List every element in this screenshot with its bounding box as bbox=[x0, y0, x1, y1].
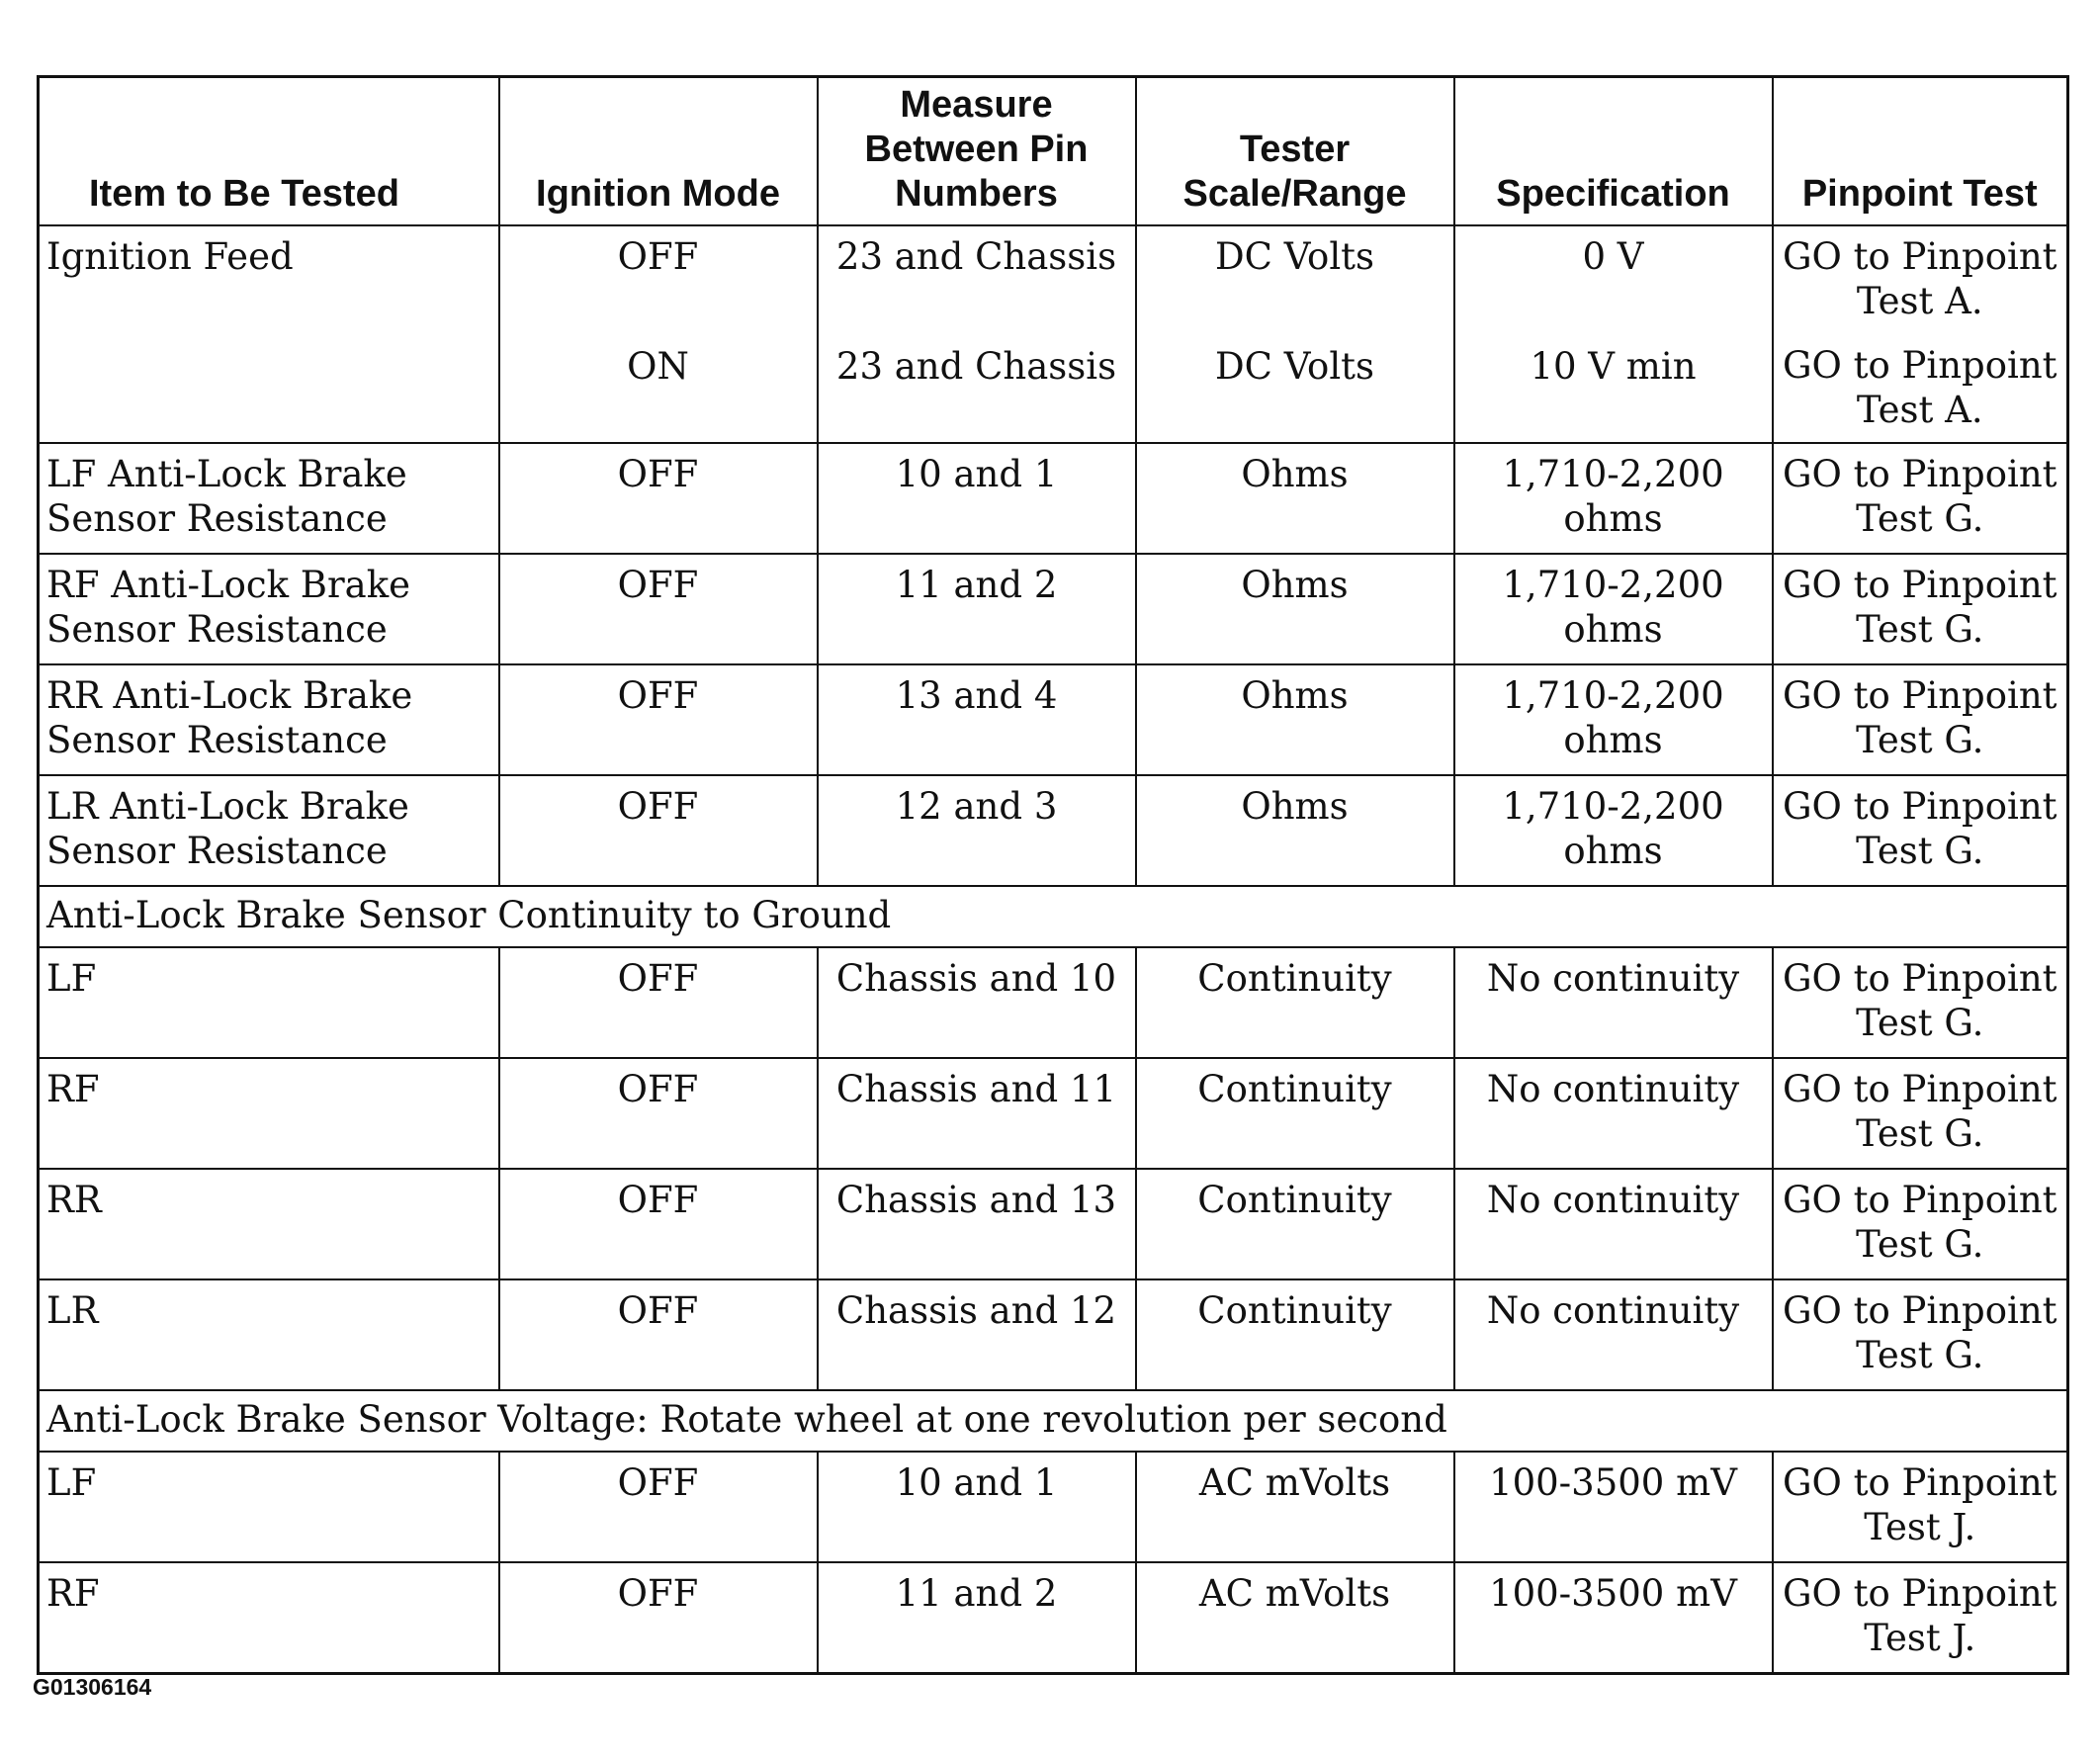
item-line-2: Sensor Resistance bbox=[46, 608, 388, 651]
cell-pinpoint bbox=[1773, 554, 2068, 664]
table-row bbox=[39, 1452, 2068, 1562]
pinpoint-line-1: GO to Pinpoint bbox=[1782, 1461, 2057, 1504]
cell-pins: 12 and 3 bbox=[818, 775, 1136, 886]
spec-off: 0 V bbox=[1582, 235, 1644, 278]
cell-pinpoint bbox=[1773, 664, 2068, 775]
table-row bbox=[39, 1169, 2068, 1279]
cell-ignition: OFF bbox=[499, 554, 818, 664]
cell-pinpoint bbox=[1773, 947, 2068, 1058]
cell-ignition: OFF bbox=[499, 1452, 818, 1562]
pinpoint-line-2: Test G. bbox=[1856, 608, 1984, 651]
cell-pins bbox=[818, 225, 1136, 443]
cell-item bbox=[39, 664, 499, 775]
table-row-ignition-feed bbox=[39, 225, 2068, 443]
cell-item: Ignition Feed bbox=[39, 225, 499, 443]
pinpoint-line-2: Test G. bbox=[1856, 1334, 1984, 1376]
diagnostic-test-table bbox=[37, 75, 2069, 1675]
table-row bbox=[39, 947, 2068, 1058]
spec-line-1: 1,710-2,200 bbox=[1502, 453, 1724, 495]
cell-ignition: OFF bbox=[499, 1169, 818, 1279]
pinpoint-on-line-2: Test A. bbox=[1856, 389, 1983, 431]
scale-off: DC Volts bbox=[1214, 235, 1375, 278]
cell-spec bbox=[1454, 664, 1773, 775]
header-tester-line-2: Scale/Range bbox=[1182, 173, 1407, 215]
cell-pins: Chassis and 12 bbox=[818, 1279, 1136, 1390]
section-row-voltage bbox=[39, 1390, 2068, 1452]
cell-pinpoint bbox=[1773, 1279, 2068, 1390]
pinpoint-line-1: GO to Pinpoint bbox=[1782, 453, 2057, 495]
cell-pins: Chassis and 11 bbox=[818, 1058, 1136, 1169]
pinpoint-line-2: Test J. bbox=[1864, 1617, 1976, 1659]
section-title-continuity: Anti-Lock Brake Sensor Continuity to Ground bbox=[39, 886, 2068, 947]
cell-scale: Continuity bbox=[1136, 1058, 1454, 1169]
spec-on: 10 V min bbox=[1530, 345, 1697, 388]
pinpoint-line-1: GO to Pinpoint bbox=[1782, 1289, 2057, 1332]
section-row-continuity bbox=[39, 886, 2068, 947]
table-row bbox=[39, 664, 2068, 775]
ignition-off: OFF bbox=[617, 235, 699, 278]
pinpoint-line-1: GO to Pinpoint bbox=[1782, 785, 2057, 828]
pinpoint-line-1: GO to Pinpoint bbox=[1782, 1179, 2057, 1221]
cell-pins: 10 and 1 bbox=[818, 1452, 1136, 1562]
item-line-2: Sensor Resistance bbox=[46, 497, 388, 540]
spec-line-2: ohms bbox=[1563, 608, 1663, 651]
pinpoint-line-1: GO to Pinpoint bbox=[1782, 1068, 2057, 1110]
cell-pinpoint bbox=[1773, 1452, 2068, 1562]
cell-scale bbox=[1136, 225, 1454, 443]
header-measure-line-1: Measure bbox=[900, 84, 1053, 126]
header-measure-line-3: Numbers bbox=[895, 173, 1058, 215]
table-row bbox=[39, 1562, 2068, 1674]
cell-pins: 13 and 4 bbox=[818, 664, 1136, 775]
cell-ignition: OFF bbox=[499, 775, 818, 886]
cell-scale: Ohms bbox=[1136, 443, 1454, 554]
cell-spec: No continuity bbox=[1454, 947, 1773, 1058]
pinpoint-line-2: Test G. bbox=[1856, 1223, 1984, 1266]
cell-pinpoint bbox=[1773, 1058, 2068, 1169]
item-line-1: RR Anti-Lock Brake bbox=[46, 674, 413, 717]
header-measure-line-2: Between Pin bbox=[864, 129, 1089, 170]
cell-pins: 11 and 2 bbox=[818, 1562, 1136, 1674]
cell-scale: Continuity bbox=[1136, 947, 1454, 1058]
section-title-voltage: Anti-Lock Brake Sensor Voltage: Rotate wheel at one revolution per second bbox=[39, 1390, 2068, 1452]
pinpoint-line-1: GO to Pinpoint bbox=[1782, 957, 2057, 1000]
scale-on: DC Volts bbox=[1214, 345, 1375, 388]
cell-spec: No continuity bbox=[1454, 1279, 1773, 1390]
cell-scale: Ohms bbox=[1136, 664, 1454, 775]
table-row bbox=[39, 554, 2068, 664]
cell-item: RR bbox=[39, 1169, 499, 1279]
cell-pins: Chassis and 13 bbox=[818, 1169, 1136, 1279]
pinpoint-line-2: Test G. bbox=[1856, 1002, 1984, 1044]
cell-item bbox=[39, 554, 499, 664]
cell-spec: No continuity bbox=[1454, 1058, 1773, 1169]
cell-spec bbox=[1454, 554, 1773, 664]
pinpoint-line-2: Test G. bbox=[1856, 830, 1984, 872]
cell-scale: Ohms bbox=[1136, 554, 1454, 664]
pinpoint-off-line-1: GO to Pinpoint bbox=[1782, 235, 2057, 278]
cell-spec: 100-3500 mV bbox=[1454, 1562, 1773, 1674]
cell-spec bbox=[1454, 775, 1773, 886]
header-measure-between-pins bbox=[818, 77, 1136, 226]
header-specification: Specification bbox=[1454, 77, 1773, 226]
ignition-on: ON bbox=[627, 345, 689, 388]
pinpoint-on-line-1: GO to Pinpoint bbox=[1782, 344, 2057, 387]
header-tester-line-1: Tester bbox=[1239, 129, 1351, 170]
cell-ignition bbox=[499, 225, 818, 443]
cell-pinpoint bbox=[1773, 1169, 2068, 1279]
cell-spec: No continuity bbox=[1454, 1169, 1773, 1279]
item-line-2: Sensor Resistance bbox=[46, 830, 388, 872]
cell-scale: Continuity bbox=[1136, 1169, 1454, 1279]
table-header-row bbox=[39, 77, 2068, 226]
cell-pinpoint bbox=[1773, 443, 2068, 554]
pinpoint-line-2: Test G. bbox=[1856, 719, 1984, 761]
spec-line-2: ohms bbox=[1563, 719, 1663, 761]
cell-ignition: OFF bbox=[499, 664, 818, 775]
spec-line-1: 1,710-2,200 bbox=[1502, 674, 1724, 717]
cell-scale: Continuity bbox=[1136, 1279, 1454, 1390]
pins-on: 23 and Chassis bbox=[835, 345, 1117, 388]
cell-ignition: OFF bbox=[499, 443, 818, 554]
item-line-1: LR Anti-Lock Brake bbox=[46, 785, 409, 828]
pinpoint-line-2: Test J. bbox=[1864, 1506, 1976, 1548]
header-pinpoint-test: Pinpoint Test bbox=[1773, 77, 2068, 226]
header-ignition-mode: Ignition Mode bbox=[499, 77, 818, 226]
cell-item bbox=[39, 443, 499, 554]
cell-pinpoint bbox=[1773, 225, 2068, 443]
cell-item bbox=[39, 775, 499, 886]
header-item-to-be-tested: Item to Be Tested bbox=[39, 77, 499, 226]
table-row bbox=[39, 1058, 2068, 1169]
pinpoint-line-1: GO to Pinpoint bbox=[1782, 674, 2057, 717]
cell-ignition: OFF bbox=[499, 947, 818, 1058]
cell-pins: Chassis and 10 bbox=[818, 947, 1136, 1058]
header-tester-scale-range bbox=[1136, 77, 1454, 226]
table-row bbox=[39, 775, 2068, 886]
cell-pins: 10 and 1 bbox=[818, 443, 1136, 554]
cell-scale: Ohms bbox=[1136, 775, 1454, 886]
figure-id-label: G01306164 bbox=[33, 1674, 152, 1700]
cell-spec bbox=[1454, 225, 1773, 443]
cell-ignition: OFF bbox=[499, 1279, 818, 1390]
pins-off: 23 and Chassis bbox=[835, 235, 1117, 278]
table-row bbox=[39, 1279, 2068, 1390]
cell-item: RF bbox=[39, 1058, 499, 1169]
cell-ignition: OFF bbox=[499, 1562, 818, 1674]
cell-item: LF bbox=[39, 1452, 499, 1562]
item-line-1: RF Anti-Lock Brake bbox=[46, 564, 411, 606]
table-row bbox=[39, 443, 2068, 554]
spec-line-1: 1,710-2,200 bbox=[1502, 564, 1724, 606]
cell-ignition: OFF bbox=[499, 1058, 818, 1169]
spec-line-2: ohms bbox=[1563, 830, 1663, 872]
cell-spec: 100-3500 mV bbox=[1454, 1452, 1773, 1562]
cell-scale: AC mVolts bbox=[1136, 1562, 1454, 1674]
cell-pinpoint bbox=[1773, 775, 2068, 886]
pinpoint-line-1: GO to Pinpoint bbox=[1782, 564, 2057, 606]
pinpoint-off-line-2: Test A. bbox=[1856, 280, 1983, 322]
cell-pinpoint bbox=[1773, 1562, 2068, 1674]
spec-line-1: 1,710-2,200 bbox=[1502, 785, 1724, 828]
cell-scale: AC mVolts bbox=[1136, 1452, 1454, 1562]
item-line-1: LF Anti-Lock Brake bbox=[46, 453, 407, 495]
cell-pins: 11 and 2 bbox=[818, 554, 1136, 664]
cell-spec bbox=[1454, 443, 1773, 554]
pinpoint-line-2: Test G. bbox=[1856, 1112, 1984, 1155]
cell-item: LR bbox=[39, 1279, 499, 1390]
cell-item: RF bbox=[39, 1562, 499, 1674]
item-line-2: Sensor Resistance bbox=[46, 719, 388, 761]
pinpoint-line-2: Test G. bbox=[1856, 497, 1984, 540]
spec-line-2: ohms bbox=[1563, 497, 1663, 540]
pinpoint-line-1: GO to Pinpoint bbox=[1782, 1572, 2057, 1615]
cell-item: LF bbox=[39, 947, 499, 1058]
